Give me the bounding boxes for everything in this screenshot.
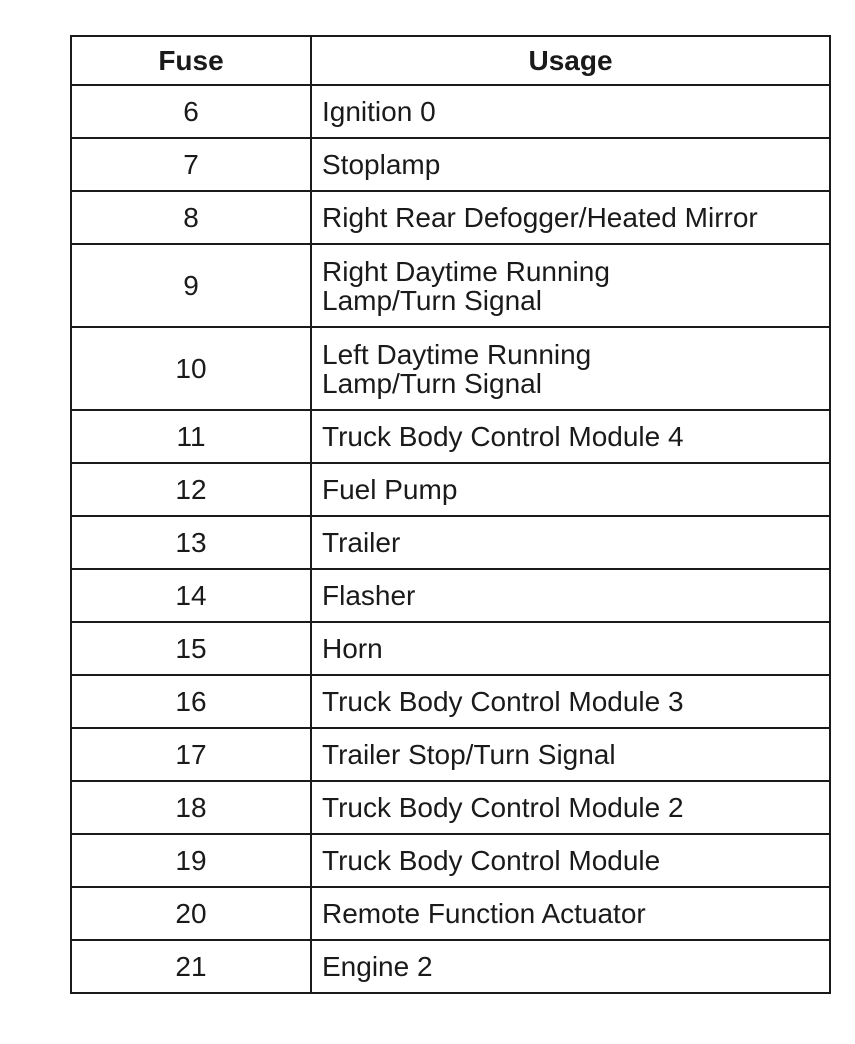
fuse-number: 9	[71, 244, 311, 327]
table-row	[71, 622, 830, 675]
fuse-number: 20	[71, 887, 311, 940]
fuse-usage: Stoplamp	[311, 138, 830, 191]
fuse-usage: Truck Body Control Module	[311, 834, 830, 887]
table-row	[71, 834, 830, 887]
table-row	[71, 138, 830, 191]
fuse-usage: Truck Body Control Module 3	[311, 675, 830, 728]
fuse-number: 18	[71, 781, 311, 834]
fuse-number: 19	[71, 834, 311, 887]
fuse-usage: Right Daytime Running Lamp/Turn Signal	[311, 244, 830, 327]
fuse-usage-table	[70, 35, 831, 994]
fuse-number: 6	[71, 85, 311, 138]
fuse-number: 14	[71, 569, 311, 622]
fuse-usage: Engine 2	[311, 940, 830, 993]
fuse-number: 13	[71, 516, 311, 569]
fuse-column-header: Fuse	[71, 36, 311, 85]
table-row	[71, 191, 830, 244]
table-row	[71, 516, 830, 569]
fuse-usage: Truck Body Control Module 4	[311, 410, 830, 463]
usage-column-header: Usage	[311, 36, 830, 85]
fuse-number: 12	[71, 463, 311, 516]
fuse-usage: Trailer	[311, 516, 830, 569]
fuse-usage: Trailer Stop/Turn Signal	[311, 728, 830, 781]
table-row	[71, 463, 830, 516]
fuse-number: 16	[71, 675, 311, 728]
table-row	[71, 244, 830, 327]
table-row	[71, 675, 830, 728]
fuse-usage: Right Rear Defogger/Heated Mirror	[311, 191, 830, 244]
fuse-number: 7	[71, 138, 311, 191]
fuse-usage: Remote Function Actuator	[311, 887, 830, 940]
table-row	[71, 940, 830, 993]
fuse-usage: Flasher	[311, 569, 830, 622]
fuse-number: 8	[71, 191, 311, 244]
table-header-row	[71, 36, 830, 85]
fuse-number: 15	[71, 622, 311, 675]
fuse-number: 10	[71, 327, 311, 410]
fuse-usage: Left Daytime Running Lamp/Turn Signal	[311, 327, 830, 410]
fuse-usage: Ignition 0	[311, 85, 830, 138]
fuse-number: 21	[71, 940, 311, 993]
fuse-number: 17	[71, 728, 311, 781]
fuse-usage: Truck Body Control Module 2	[311, 781, 830, 834]
table-row	[71, 728, 830, 781]
table-row	[71, 887, 830, 940]
table-row	[71, 569, 830, 622]
fuse-usage: Fuel Pump	[311, 463, 830, 516]
table-row	[71, 327, 830, 410]
table-row	[71, 781, 830, 834]
fuse-usage: Horn	[311, 622, 830, 675]
fuse-number: 11	[71, 410, 311, 463]
table-row	[71, 410, 830, 463]
table-row	[71, 85, 830, 138]
